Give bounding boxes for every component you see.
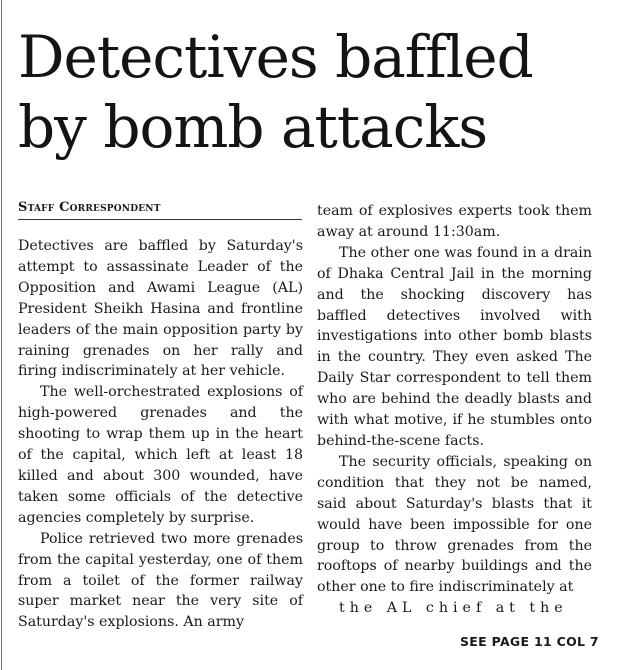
column-rule	[1, 0, 2, 670]
paragraph: The other one was found in a drain of Dhaka Central Jail in the morning and the shocking discovery has baffled detectives involved with investigations into other bomb blasts in the country. They even asked The Daily Star correspondent to tell them who are behind the deadly blasts and with what motive, if he stumbles onto behind-the-scene facts.	[317, 244, 592, 449]
headline: Detectives baffled by bomb attacks	[18, 23, 533, 161]
paragraph-text: The security officials, speaking on condition that they not be named, said about Saturday's blasts that it would have been impossible for one group to throw grenades from the rooftops of nearby buildings and the other one to fire indiscriminately at	[317, 453, 592, 596]
byline: Staff Correspondent	[18, 200, 302, 220]
article-column-1	[18, 236, 303, 633]
paragraph: team of explosives experts took them away at around 11:30am.	[317, 203, 592, 240]
paragraph	[317, 452, 592, 619]
continuation-note: SEE PAGE 11 COL 7	[460, 634, 599, 649]
paragraph-last-line: the AL chief at the	[339, 600, 568, 617]
article-column-2	[317, 201, 592, 619]
paragraph: Detectives are baffled by Saturday's attempt to assassinate Leader of the Opposition and Awami League (AL) President Sheikh Hasina and frontline leaders of the main opposition party by raining grenades on her rally and firing indiscriminately at her vehicle.	[18, 238, 303, 380]
paragraph: Police retrieved two more grenades from the capital yesterday, one of them from a toilet of the former railway super market near the very site of Saturday's explosions. An army	[18, 530, 303, 631]
paragraph: The well-orchestrated explosions of high-powered grenades and the shooting to wrap them up in the heart of the capital, which left at least 18 killed and about 300 wounded, have taken some officials of the detective agencies completely by surprise.	[18, 384, 303, 526]
